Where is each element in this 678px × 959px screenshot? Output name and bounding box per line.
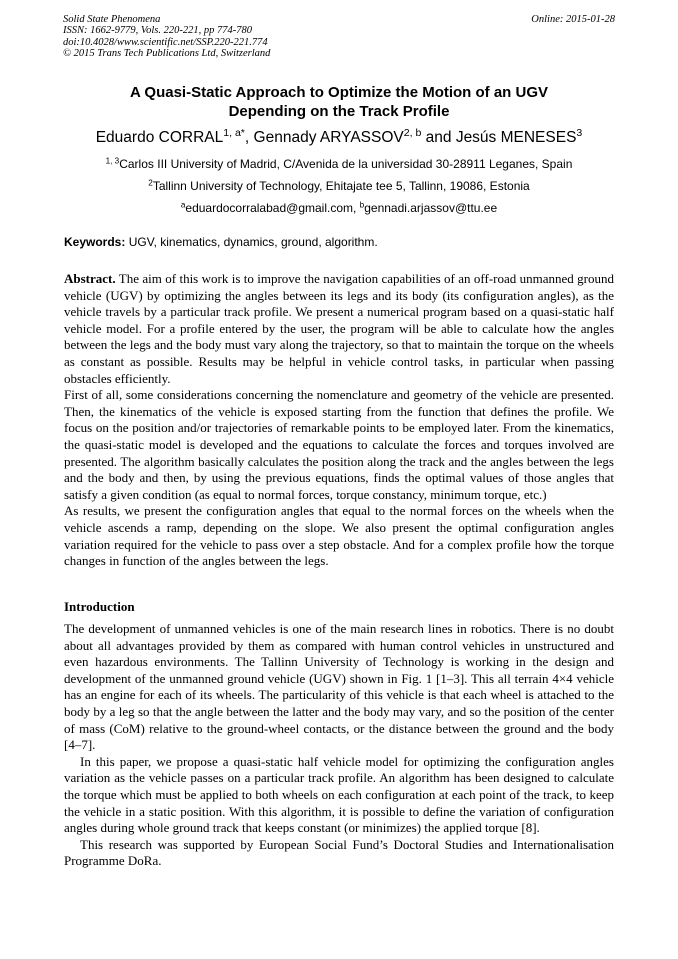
author-2: Gennady ARYASSOV — [253, 129, 404, 146]
author-1: Eduardo CORRAL — [95, 129, 224, 146]
abstract-label: Abstract. — [64, 271, 116, 286]
author-2-marker: 2, b — [403, 127, 422, 140]
introduction-paragraph-1: The development of unmanned vehicles is one of the main research lines in robotics. There is no doubt about all advantages provided by them as compared with human control vehicles in unstructured and even hazardous environments. The Tallinn University of Technology is working in the design and development of the unmanned ground vehicle (UGV) shown in Fig. 1 [1–3]. This all terrain 4×4 vehicle has an engine for each of its wheels. The particularity of this vehicle is that each wheel is attached to the body by a leg so that the angle between the latter and the body may vary, and so the position of the center of mass (CoM) relative to the ground-wheel contacts, or the distance between the ground and the body [4–7]. — [64, 621, 614, 753]
keywords — [64, 235, 614, 249]
affiliation-2-marker: 2 — [148, 178, 153, 188]
email-a: eduardocorralabad@gmail.com — [185, 201, 353, 215]
introduction-paragraph-2: In this paper, we propose a quasi-static half vehicle model for optimizing the configuration angles variation as the vehicle passes on a particular track profile. An algorithm has been designed to calculate the torque which must be applied to both wheels on each configuration at each point of the track, to keep the vehicle in a static position. With this algorithm, it is possible to define the variation of configuration angles during whole ground track that keeps constant (or minimizes) the applied torque [8]. — [64, 753, 614, 836]
issn-line: ISSN: 1662-9779, Vols. 220-221, pp 774-780 — [63, 25, 252, 37]
author-list — [20, 129, 658, 147]
introduction-heading: Introduction — [64, 599, 135, 614]
introduction-paragraph-3: This research was supported by European Social Fund’s Doctoral Studies and Internationalisation Programme DoRa. — [64, 836, 614, 869]
email-a-marker: a — [180, 200, 186, 210]
affiliation-2-text: Tallinn University of Technology, Ehitajate tee 5, Tallinn, 19086, Estonia — [152, 179, 530, 193]
abstract-paragraph-3: As results, we present the configuration angles that equal to the normal forces on the wheels when the vehicle ascends a ramp, depending on the slope. We also present the optimal configuration angles variation required for the vehicle to pass over a step obstacle. And for a complex profile how the torque changes in function of the angles between the legs. — [64, 503, 614, 569]
author-3-marker: 3 — [576, 127, 583, 140]
affiliation-2 — [20, 179, 658, 193]
email-b-marker: b — [359, 200, 365, 210]
author-1-marker: 1, a* — [223, 127, 245, 140]
online-date: Online: 2015-01-28 — [531, 14, 615, 25]
author-separator: and — [421, 129, 456, 146]
keywords-text: UGV, kinematics, dynamics, ground, algorithm. — [125, 235, 378, 249]
title-line-1: A Quasi-Static Approach to Optimize the Motion of an UGV — [129, 84, 549, 101]
doi-line: doi:10.4028/www.scientific.net/SSP.220-221.774 — [63, 36, 268, 48]
abstract-paragraph-1 — [64, 271, 614, 387]
abstract-paragraph-2: First of all, some considerations concerning the nomenclature and geometry of the vehicle are presented. Then, the kinematics of the vehicle is exposed starting from the function that defines the profile. We focus on the position and/or trajectories of remarkable points to be employed later. From the kinematics, the quasi-static model is developed and the equations to calculate the forces and torques involved are presented. The algorithm basically calculates the position along the track and the angles between the legs and the body and then, by using the previous equations, finds the optimal values of those angles that satisfy a given condition (as equal to normal forces, torque constancy, minimum torque, etc.) — [64, 387, 614, 502]
copyright-line: © 2015 Trans Tech Publications Ltd, Switzerland — [63, 47, 271, 59]
email-line — [20, 201, 658, 215]
affiliation-1-text: Carlos III University of Madrid, C/Avenida de la universidad 30-28911 Leganes, Spain — [119, 157, 573, 171]
journal-header — [63, 14, 270, 59]
paper-title — [40, 83, 638, 121]
introduction-body — [64, 621, 614, 870]
affiliation-1 — [20, 157, 658, 171]
journal-name: Solid State Phenomena — [63, 14, 161, 25]
abstract — [64, 271, 614, 570]
email-b: gennadi.arjassov@ttu.ee — [364, 201, 498, 215]
author-separator: , — [244, 129, 254, 146]
affiliation-1-marker: 1, 3 — [105, 156, 120, 166]
author-3: Jesús MENESES — [455, 129, 577, 146]
abstract-paragraph-1-text: The aim of this work is to improve the navigation capabilities of an off-road unmanned ground vehicle (UGV) by optimizing the angles between its legs and its body (its configuration angles), as the vehicle travels by a particular track profile. We present a numerical program based on a quasi-static half vehicle model. For a profile entered by the user, the program will be able to calculate how the angles between the legs and the body must vary along the trajectory, so that to maintain the torque on the wheels as constant as possible. Results may be helpful in vehicle control tasks, in particular when passing obstacles efficiently. — [64, 271, 614, 386]
keywords-label: Keywords: — [64, 235, 126, 249]
email-separator: , — [353, 201, 360, 215]
title-line-2: Depending on the Track Profile — [228, 103, 450, 120]
